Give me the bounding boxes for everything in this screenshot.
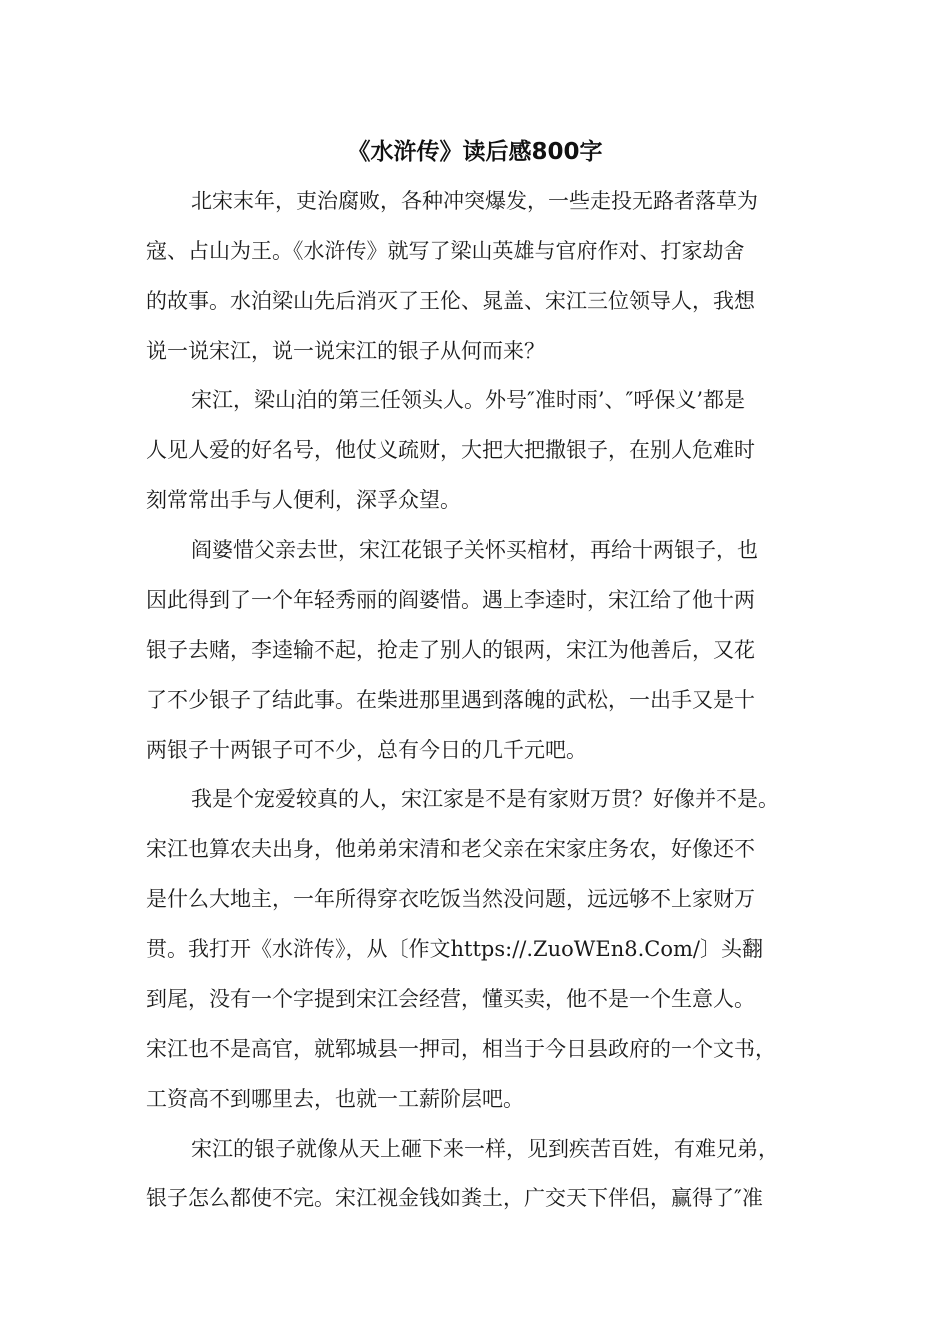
- text-line: 宋江也不是高官，就郓城县一押司，相当于今日县政府的一个文书，: [146, 1037, 776, 1061]
- text-line: 人见人爱的好名号，他仗义疏财，大把大把撒银子，在别人危难时: [146, 438, 755, 462]
- text-line: 银子怎么都使不完。宋江视金钱如粪土，广交天下伴侣，赢得了″准: [146, 1186, 763, 1210]
- text-line: 的故事。水泊梁山先后消灭了王伦、晁盖、宋江三位领导人，我想: [146, 289, 755, 313]
- text-line: 说一说宋江，说一说宋江的银子从何而来？: [146, 339, 545, 363]
- text-line: 北宋末年，吏治腐败，各种冲突爆发，一些走投无路者落草为: [191, 189, 758, 213]
- text-line: 了不少银子了结此事。在柴进那里遇到落魄的武松，一出手又是十: [146, 688, 755, 712]
- text-line: 银子去赌，李逵输不起，抢走了别人的银两，宋江为他善后，又花: [146, 638, 755, 662]
- document-title: 《水浒传》读后感800字: [347, 139, 603, 165]
- text-line: 宋江，梁山泊的第三任领头人。外号″准时雨’、″呼保义’都是: [191, 388, 746, 412]
- text-line: 宋江的银子就像从天上砸下来一样，见到疾苦百姓，有难兄弟，: [191, 1137, 779, 1161]
- text-line: 是什么大地主，一年所得穿衣吃饭当然没问题，远远够不上家财万: [146, 887, 755, 911]
- text-line: 我是个宠爱较真的人，宋江家是不是有家财万贯？好像并不是。: [191, 787, 779, 811]
- text-line: 工资高不到哪里去，也就一工薪阶层吧。: [146, 1087, 524, 1111]
- text-line: 到尾，没有一个字提到宋江会经营，懂买卖，他不是一个生意人。: [146, 987, 755, 1011]
- text-line: 两银子十两银子可不少，总有今日的几千元吧。: [146, 738, 587, 762]
- text-line: 宋江也算农夫出身，他弟弟宋清和老父亲在宋家庄务农，好像还不: [146, 837, 755, 861]
- text-line: 因此得到了一个年轻秀丽的阎婆惜。遇上李逵时，宋江给了他十两: [146, 588, 755, 612]
- text-line: 贯。我打开《水浒传》，从〔作文https://.ZuoWEn8.Com/〕头翻: [146, 937, 763, 961]
- text-line: 阎婆惜父亲去世，宋江花银子关怀买棺材，再给十两银子，也: [191, 538, 758, 562]
- text-line: 刻常常出手与人便利，深孚众望。: [146, 488, 461, 512]
- text-line: 寇、占山为王。《水浒传》就写了梁山英雄与官府作对、打家劫舍: [146, 239, 745, 263]
